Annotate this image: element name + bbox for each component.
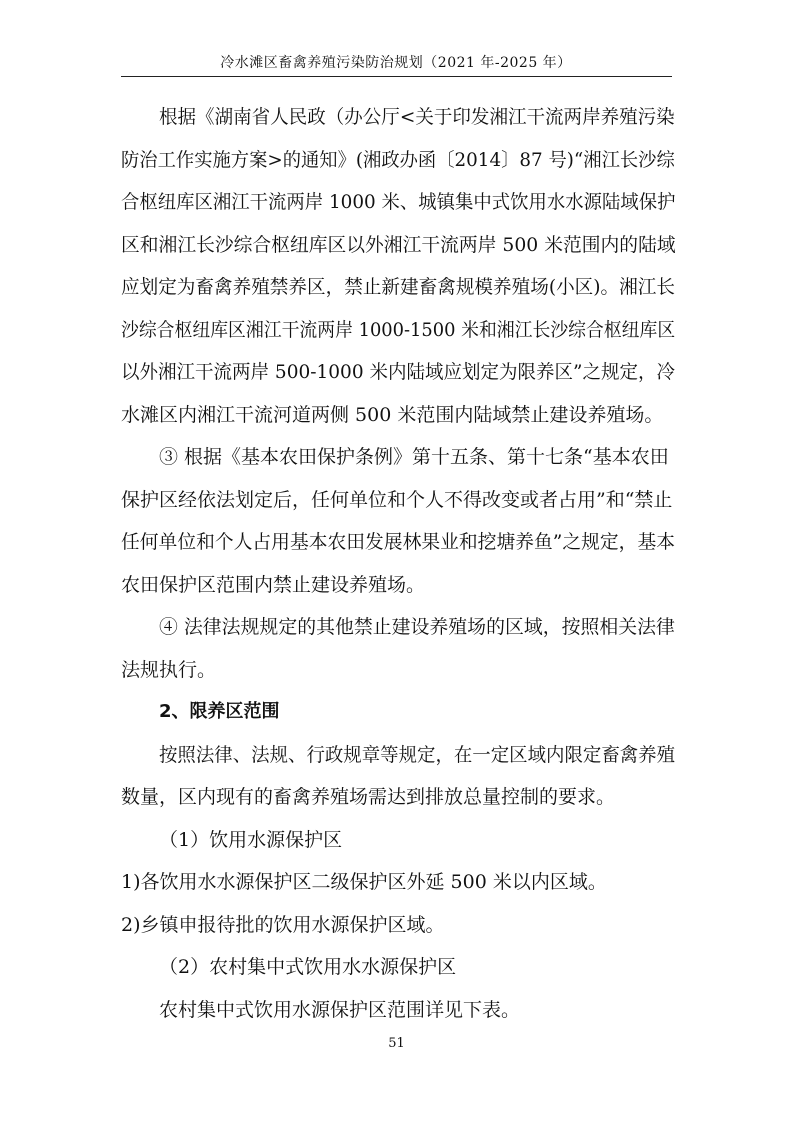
body-line: 按照法律、法规、行政规章等规定，在一定区域内限定畜禽养殖 (159, 743, 676, 766)
body-line: 应划定为畜禽养殖禁养区，禁止新建畜禽规模养殖场(小区)。湘江长 (121, 276, 675, 298)
body-line: 根据《湖南省人民政（办公厅<关于印发湘江干流两岸养殖污染 (159, 106, 675, 128)
subsection-heading: （2）农村集中式饮用水水源保护区 (159, 956, 457, 978)
body-line: 水滩区内湘江干流河道两侧 500 米范围内陆域禁止建设养殖场。 (121, 403, 664, 426)
body-line: 沙综合枢纽库区湘江干流两岸 1000-1500 米和湘江长沙综合枢纽库区 (121, 318, 676, 341)
body-line: 防治工作实施方案>的通知》(湘政办函〔2014〕87 号)“湘江长沙综 (121, 148, 675, 171)
body-line: 数量，区内现有的畜禽养殖场需达到排放总量控制的要求。 (121, 786, 616, 808)
body-line: 任何单位和个人占用基本农田发展林果业和挖塘养鱼”之规定，基本 (121, 531, 675, 553)
body-line: 农村集中式饮用水源保护区范围详见下表。 (159, 998, 521, 1021)
body-line: 1)各饮用水水源保护区二级保护区外延 500 米以内区域。 (121, 871, 607, 893)
body-line: 保护区经依法划定后，任何单位和个人不得改变或者占用”和“禁止 (121, 488, 673, 511)
body-line: 法规执行。 (121, 658, 217, 681)
page-number: 51 (388, 1036, 405, 1051)
header-divider (121, 76, 672, 77)
body-line: ③ 根据《基本农田保护条例》第十五条、第十七条“基本农田 (159, 446, 669, 468)
body-line: 合枢纽库区湘江干流两岸 1000 米、城镇集中式饮用水水源陆域保护 (121, 191, 676, 213)
running-header: 冷水滩区畜禽养殖污染防治规划（2021 年-2025 年） (220, 55, 572, 71)
body-line: 以外湘江干流两岸 500-1000 米内陆域应划定为限养区”之规定，冷 (121, 361, 676, 383)
body-line: ④ 法律法规规定的其他禁止建设养殖场的区域，按照相关法律 (159, 616, 675, 638)
section-heading: 2、限养区范围 (159, 701, 280, 722)
body-line: 2)乡镇申报待批的饮用水源保护区域。 (121, 913, 445, 936)
body-line: 农田保护区范围内禁止建设养殖场。 (121, 573, 426, 596)
subsection-heading: （1）饮用水源保护区 (159, 828, 343, 851)
body-line: 区和湘江长沙综合枢纽库区以外湘江干流两岸 500 米范围内的陆域 (121, 233, 676, 256)
